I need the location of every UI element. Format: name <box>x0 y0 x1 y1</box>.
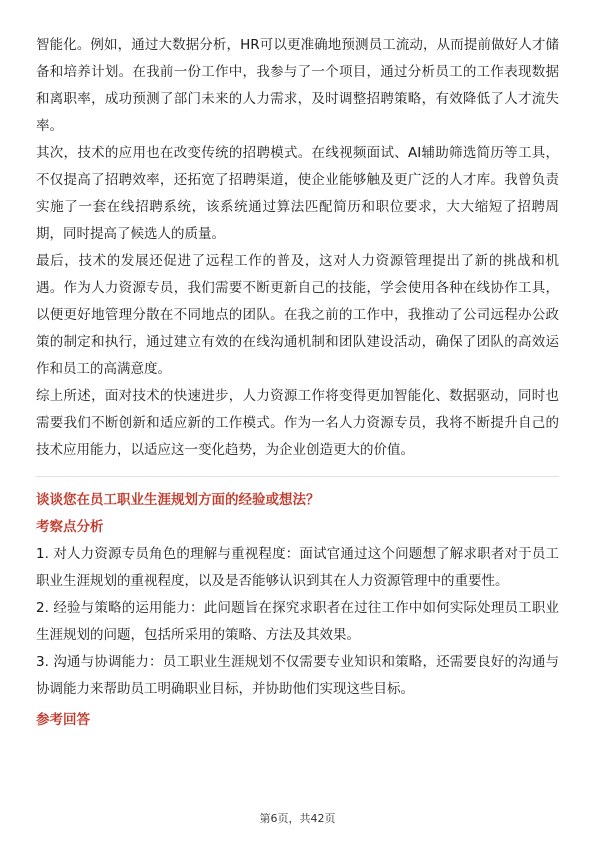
analysis-heading: 考察点分析 <box>36 519 104 535</box>
body-paragraph: 综上所述，面对技术的快速进步，人力资源工作将变得更加智能化、数据驱动，同时也需要我们不断创新和适应新的工作模式。作为一名人力资源专员，我将不断提升自己的技术应用能力，以适应这一变化趋势，为企业创造更大的价值。 <box>36 388 559 458</box>
question-heading: 谈谈您在员工职业生涯规划方面的经验或想法？ <box>36 492 320 508</box>
analysis-item: 2. 经验与策略的运用能力：此问题旨在探究求职者在过往工作中如何实际处理员工职业生涯规划的问题，包括所采用的策略、方法及其效果。 <box>36 600 559 643</box>
page-footer: 第6页，共42页 <box>259 812 336 825</box>
section-divider <box>36 476 559 477</box>
body-paragraph: 最后，技术的发展还促进了远程工作的普及，这对人力资源管理提出了新的挑战和机遇。作为人力资源专员，我们需要不断更新自己的技能，学会使用各种在线协作工具，以便更好地管理分散在不同地点的团队。在我之前的工作中，我推动了公司远程办公政策的制定和执行，通过建立有效的在线沟通机制和团队建设活动，确保了团队的高效运作和员工的高满意度。 <box>36 253 559 377</box>
body-paragraph: 其次，技术的应用也在改变传统的招聘模式。在线视频面试、AI辅助筛选简历等工具，不仅提高了招聘效率，还拓宽了招聘渠道，使企业能够触及更广泛的人才库。我曾负责实施了一套在线招聘系统，该系统通过算法匹配简历和职位要求，大大缩短了招聘周期，同时提高了候选人的质量。 <box>36 145 559 242</box>
analysis-item: 1. 对人力资源专员角色的理解与重视程度：面试官通过这个问题想了解求职者对于员工职业生涯规划的重视程度，以及是否能够认识到其在人力资源管理中的重要性。 <box>36 546 559 589</box>
page-content <box>36 32 559 734</box>
answer-heading: 参考回答 <box>36 712 90 728</box>
body-paragraph: 智能化。例如，通过大数据分析，HR可以更准确地预测员工流动，从而提前做好人才储备和培养计划。在我前一份工作中，我参与了一个项目，通过分析员工的工作表现数据和离职率，成功预测了部门未来的人力需求，及时调整招聘策略，有效降低了人才流失率。 <box>36 37 559 134</box>
analysis-item: 3. 沟通与协调能力：员工职业生涯规划不仅需要专业知识和策略，还需要良好的沟通与协调能力来帮助员工明确职业目标，并协助他们实现这些目标。 <box>36 654 559 697</box>
